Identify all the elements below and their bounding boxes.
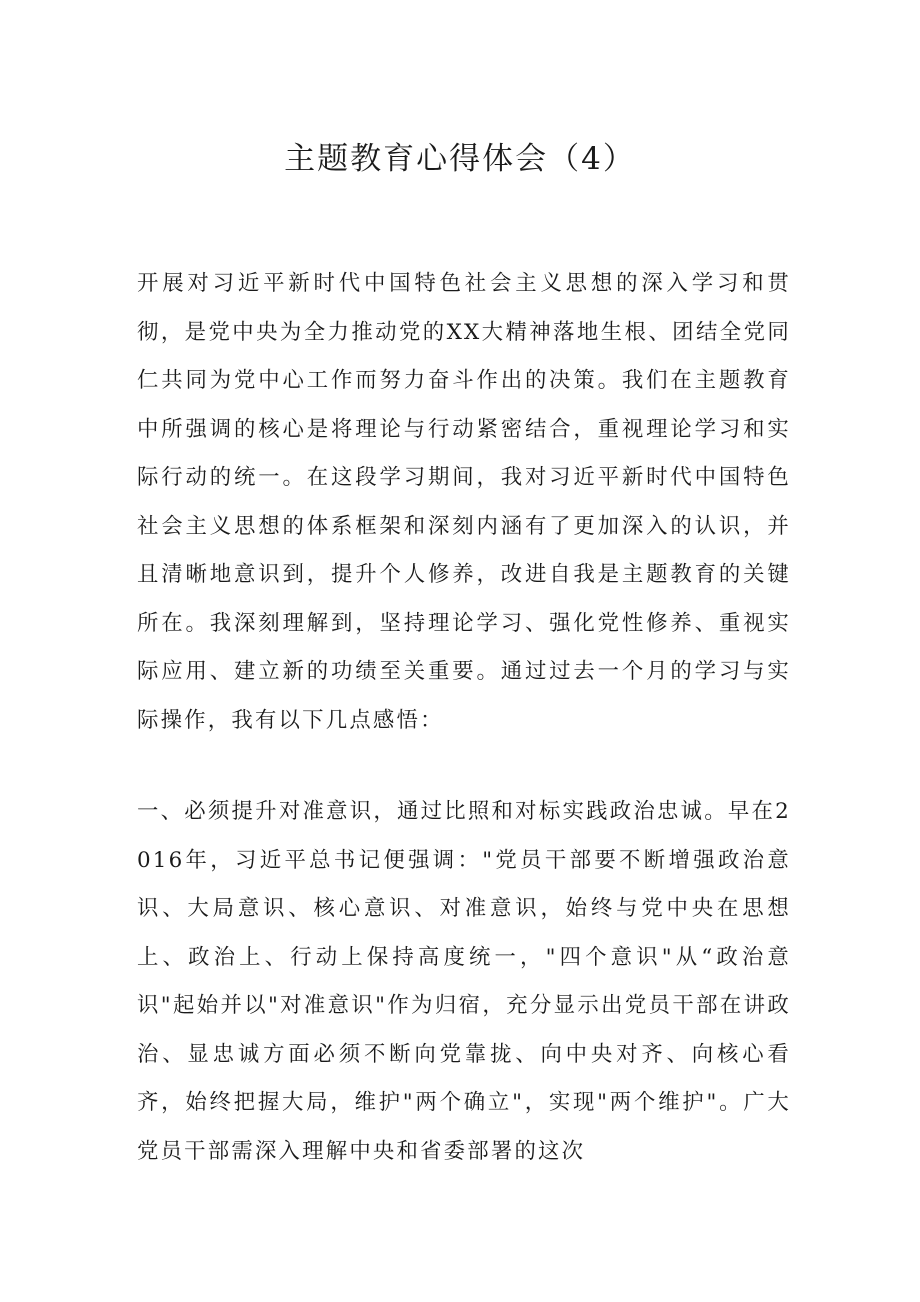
document-title: 主题教育心得体会（4） xyxy=(284,141,636,177)
body-paragraph-point-one: 一、必须提升对准意识，通过比照和对标实践政治忠诚。早在2016年，习近平总书记便强调："党员干部要不断增强政治意识、大局意识、核心意识、对准意识，始终与党中央在思想上、政治上、行动上保持高度统一，"四个意识"从“政治意识"起始并以"对准意识"作为归宿，充分显示出党员干部在讲政治、显忠诚方面必须不断向党靠拢、向中央对齐、向核心看齐，始终把握大局，维护"两个确立"，实现"两个维护"。广大党员干部需深入理解中央和省委部署的这次 xyxy=(137,799,791,1164)
body-paragraph-intro: 开展对习近平新时代中国特色社会主义思想的深入学习和贯彻，是党中央为全力推动党的XX大精神落地生根、团结全党同仁共同为党中心工作而努力奋斗作出的决策。我们在主题教育中所强调的核心是将理论与行动紧密结合，重视理论学习和实际行动的统一。在这段学习期间，我对习近平新时代中国特色社会主义思想的体系框架和深刻内涵有了更加深入的认识，并且清晰地意识到，提升个人修养，改进自我是主题教育的关键所在。我深刻理解到，坚持理论学习、强化党性修养、重视实际应用、建立新的功绩至关重要。通过过去一个月的学习与实际操作，我有以下几点感悟： xyxy=(137,271,791,733)
